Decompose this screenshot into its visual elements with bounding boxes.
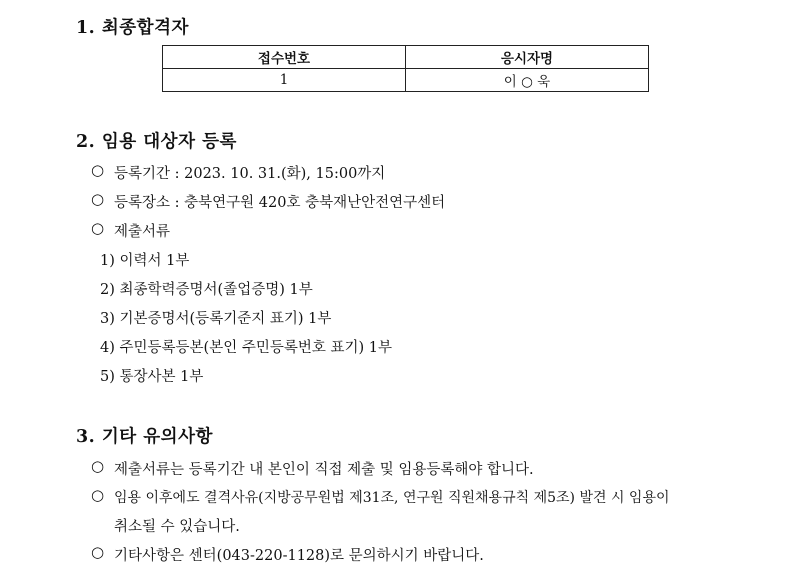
col-header-applicant: 응시자명 [406,46,649,69]
section-1-title: 1. 최종합격자 [76,18,189,38]
col-header-reg-no: 접수번호 [163,46,406,69]
circle-bullet-icon: ○ [91,190,105,208]
table-header-row [163,46,649,69]
notice-item: 제출서류는 등록기간 내 본인이 직접 제출 및 임용등록해야 합니다. [114,462,534,478]
document-item: 5) 통장사본 1부 [100,369,204,385]
list-item-documents: 제출서류 [114,224,171,240]
circle-bullet-icon: ○ [91,486,105,504]
document-item: 3) 기본증명서(등록기준지 표기) 1부 [100,311,332,327]
circle-bullet-icon: ○ [91,161,105,179]
circle-bullet-icon: ○ [91,219,105,237]
section-3-title: 3. 기타 유의사항 [76,427,213,447]
cell-applicant: 이 ○ 욱 [406,69,649,92]
document-item: 1) 이력서 1부 [100,253,190,269]
notice-item-continuation: 취소될 수 있습니다. [114,519,240,535]
notice-item: 기타사항은 센터(043-220-1128)로 문의하시기 바랍니다. [114,548,484,564]
document-item: 2) 최종학력증명서(졸업증명) 1부 [100,282,313,298]
cell-reg-no: 1 [163,69,406,92]
list-item-period: 등록기간 : 2023. 10. 31.(화), 15:00까지 [114,166,386,182]
circle-bullet-icon: ○ [91,543,105,561]
circle-bullet-icon: ○ [91,457,105,475]
list-item-place: 등록장소 : 충북연구원 420호 충북재난안전연구센터 [114,195,446,211]
result-table [162,45,649,92]
table-row [163,69,649,92]
section-2-title: 2. 임용 대상자 등록 [76,132,237,152]
document-item: 4) 주민등록등본(본인 주민등록번호 표기) 1부 [100,340,392,356]
notice-item: 임용 이후에도 결격사유(지방공무원법 제31조, 연구원 직원채용규칙 제5조) 발견 시 임용이 [114,490,670,506]
